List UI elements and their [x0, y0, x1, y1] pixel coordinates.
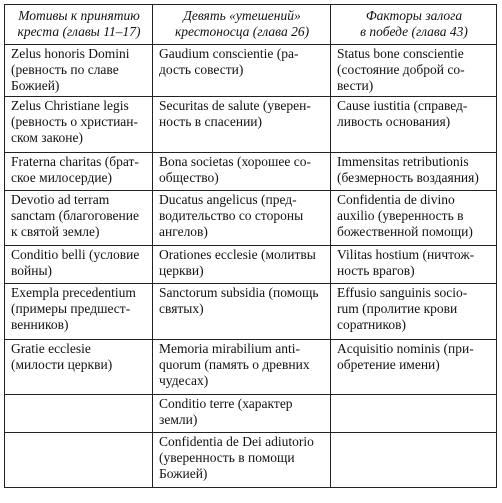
table-cell — [331, 433, 497, 488]
table-cell: Effusio sanguinis socio- rum (пролитие крови соратников) — [331, 284, 497, 340]
table-cell: Vilitas hostium (ничтож- ность врагов) — [331, 246, 497, 284]
table-cell: Devotio ad terram sanctam (благоговение к святой земле) — [5, 191, 153, 246]
table-row — [5, 433, 497, 488]
table-cell: Confidentia de divino auxilio (уверенность в божественной помощи) — [331, 191, 497, 246]
header-motives: Мотивы к принятию креста (главы 11–17) — [5, 5, 153, 45]
table-cell: Securitas de salute (уверен- ность в спасении) — [153, 97, 331, 153]
table-cell: Sanctorum subsidia (помощь святых) — [153, 284, 331, 340]
table-row — [5, 97, 497, 153]
table-cell — [5, 395, 153, 433]
table-row — [5, 284, 497, 340]
table-cell: Conditio terre (характер земли) — [153, 395, 331, 433]
table-cell: Orationes ecclesie (молитвы церкви) — [153, 246, 331, 284]
table-row — [5, 246, 497, 284]
table-cell: Zelus Christiane legis (ревность о христиан- ском законе) — [5, 97, 153, 153]
table-cell: Memoria mirabilium anti- quorum (память о древних чудесах) — [153, 340, 331, 395]
table-header-row — [5, 5, 497, 45]
header-victory-factors: Факторы залога в победе (глава 43) — [331, 5, 497, 45]
table-cell — [331, 395, 497, 433]
table-row — [5, 191, 497, 246]
table-cell: Confidentia de Dei adiutorio (уверенность в помощи Божией) — [153, 433, 331, 488]
table-row — [5, 340, 497, 395]
table-cell: Exempla precedentium (примеры предшест- венников) — [5, 284, 153, 340]
table-cell: Gratie ecclesie (милости церкви) — [5, 340, 153, 395]
table-cell: Zelus honoris Domini (ревность по славе Божией) — [5, 45, 153, 97]
table-cell: Cause iustitia (справед- ливость основания) — [331, 97, 497, 153]
table-cell: Fraterna charitas (брат- ское милосердие) — [5, 153, 153, 191]
table-cell: Conditio belli (условие войны) — [5, 246, 153, 284]
table-cell: Acquisitio nominis (при- обретение имени) — [331, 340, 497, 395]
header-consolations: Девять «утешений» крестоносца (глава 26) — [153, 5, 331, 45]
table-row — [5, 395, 497, 433]
table-row — [5, 153, 497, 191]
table-cell: Ducatus angelicus (пред- водительство со стороны ангелов) — [153, 191, 331, 246]
table-cell: Status bone conscientie (состояние доброй со- вести) — [331, 45, 497, 97]
table-cell — [5, 433, 153, 488]
comparison-table — [4, 4, 497, 488]
table-row — [5, 45, 497, 97]
table-cell: Bona societas (хорошее со- общество) — [153, 153, 331, 191]
table-cell: Gaudium conscientie (ра- дость совести) — [153, 45, 331, 97]
table-cell: Immensitas retributionis (безмерность воздаяния) — [331, 153, 497, 191]
